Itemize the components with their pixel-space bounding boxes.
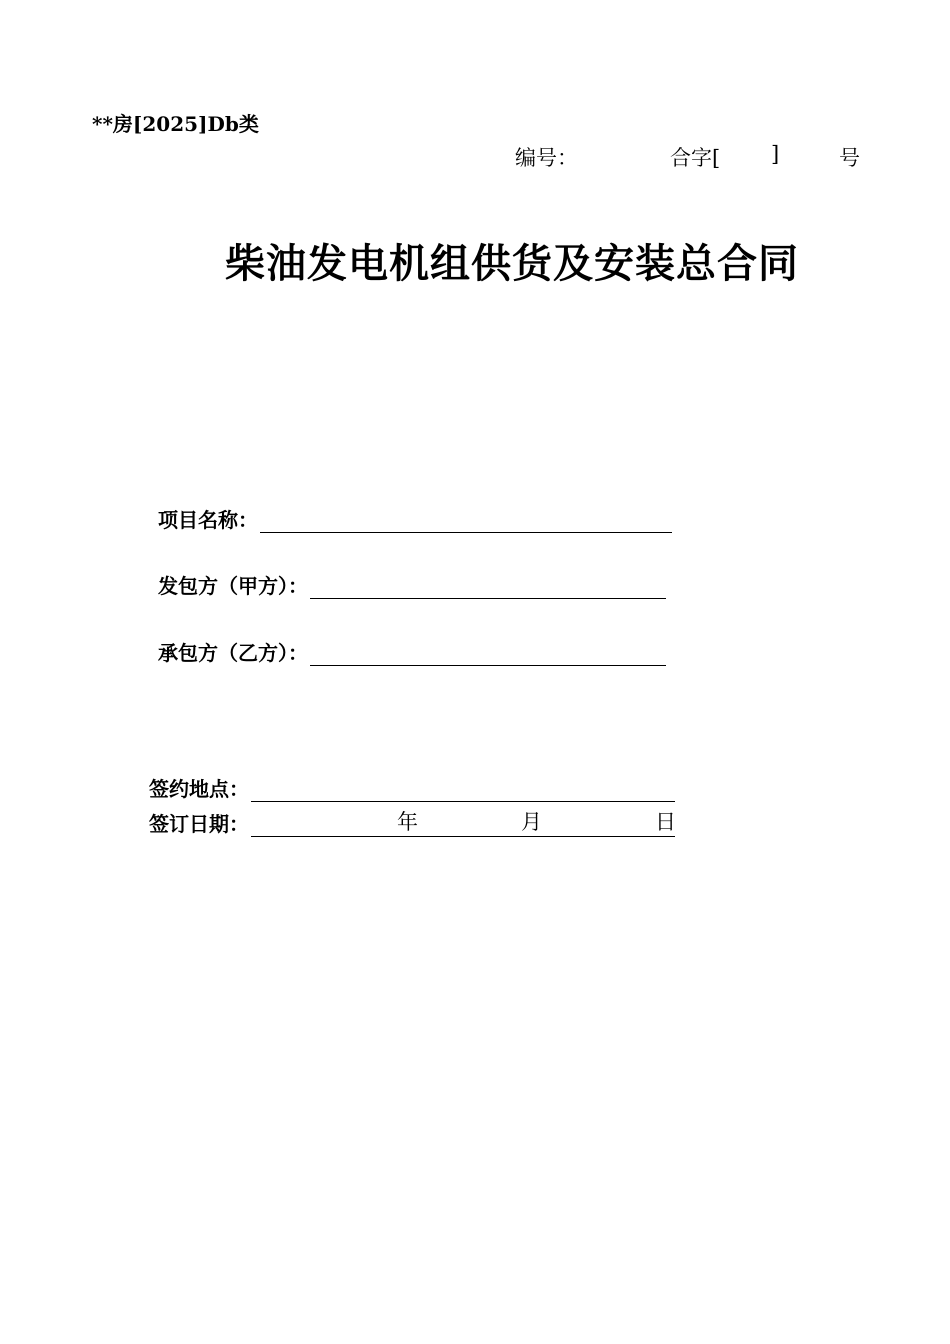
party-b-blank[interactable] bbox=[310, 641, 666, 666]
project-name-blank[interactable] bbox=[260, 508, 672, 533]
contract-bracket-close: ] bbox=[771, 142, 780, 166]
party-a-label: 发包方（甲方）： bbox=[158, 574, 308, 598]
date-month-label: 月 bbox=[521, 810, 542, 834]
number-label: 编号： bbox=[515, 146, 578, 170]
sign-date-blank[interactable] bbox=[251, 812, 675, 837]
party-b-label: 承包方（乙方）： bbox=[158, 641, 308, 665]
sign-place-label: 签约地点： bbox=[149, 777, 249, 801]
contract-number-row bbox=[515, 142, 875, 172]
project-name-label: 项目名称： bbox=[158, 508, 258, 532]
date-day-label: 日 bbox=[655, 810, 676, 834]
contract-prefix: 合字[ bbox=[670, 146, 721, 170]
sign-place-field bbox=[149, 773, 675, 802]
party-a-field bbox=[158, 570, 666, 599]
classification-code: **房[2025]Db类 bbox=[92, 112, 259, 136]
document-title: 柴油发电机组供货及安装总合同 bbox=[225, 241, 799, 287]
date-year-label: 年 bbox=[397, 810, 418, 834]
sign-place-blank[interactable] bbox=[251, 777, 675, 802]
sign-date-label: 签订日期： bbox=[149, 812, 249, 836]
party-a-blank[interactable] bbox=[310, 574, 666, 599]
sign-date-field bbox=[149, 808, 675, 837]
project-name-field bbox=[158, 504, 672, 533]
party-b-field bbox=[158, 637, 666, 666]
contract-suffix: 号 bbox=[839, 146, 860, 170]
